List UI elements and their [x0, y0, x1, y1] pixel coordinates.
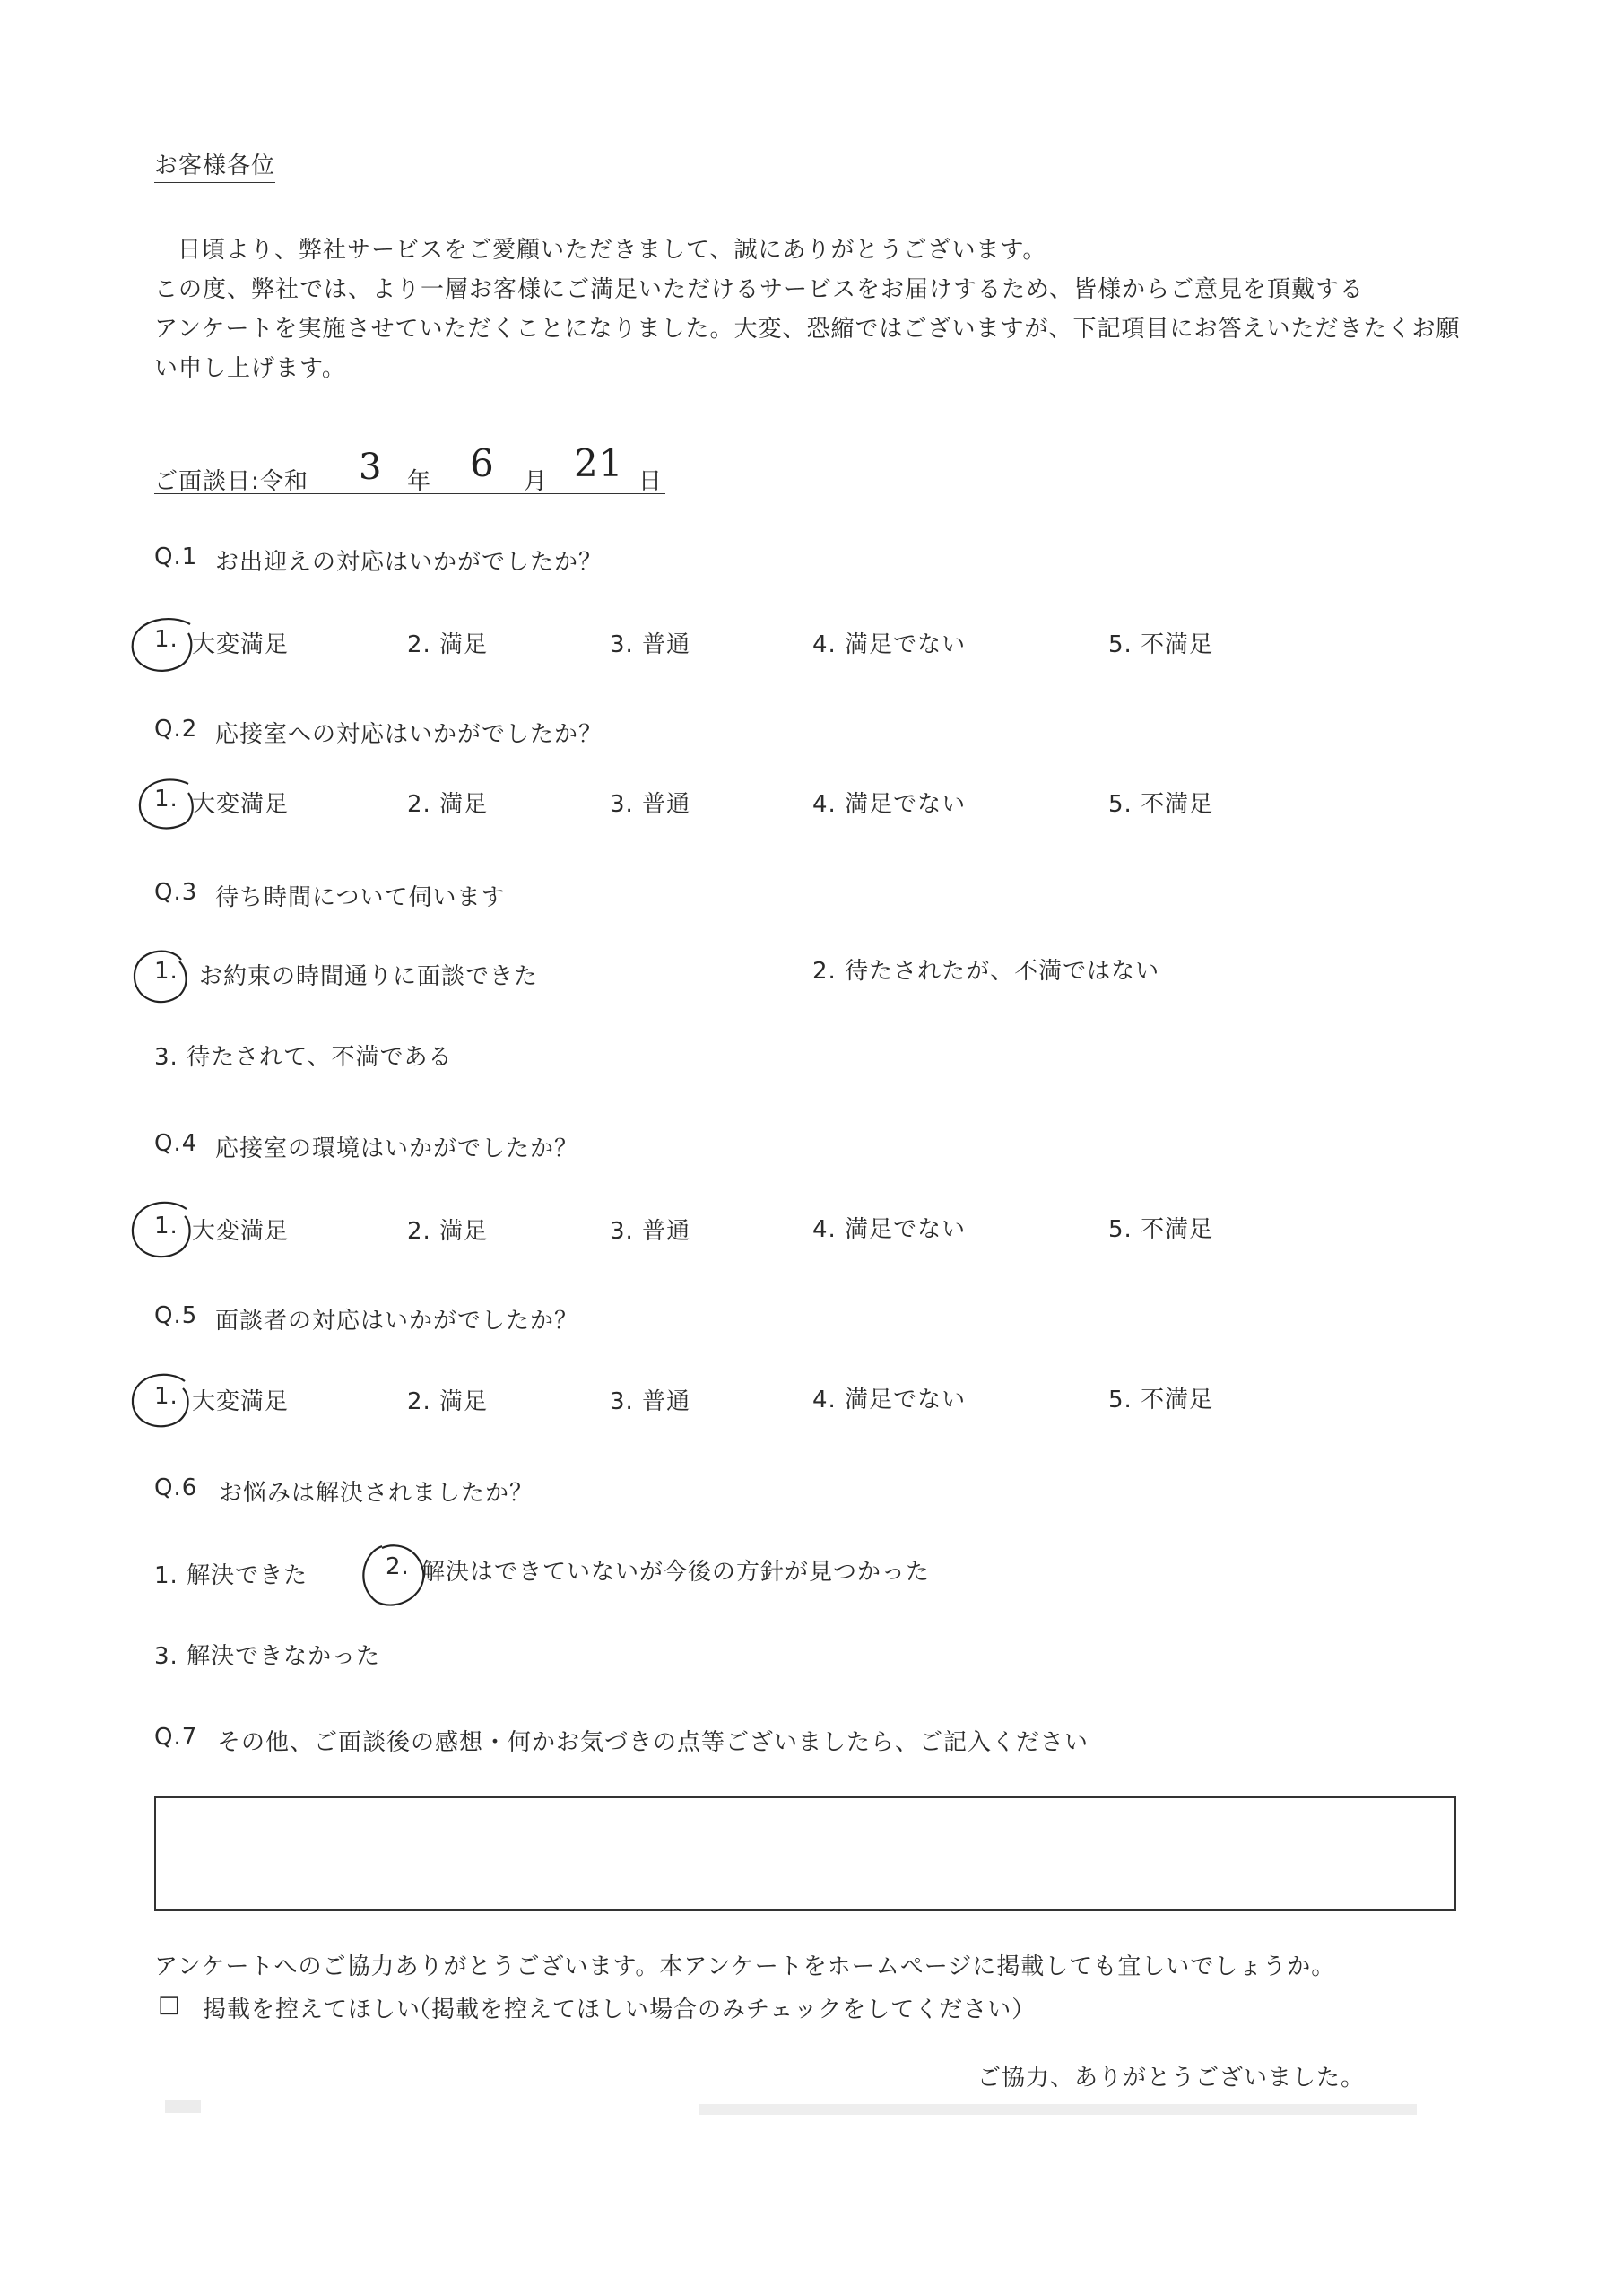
q6-selection-mark — [355, 1539, 436, 1617]
publish-opt-out-label: 掲載を控えてほしい — [203, 1996, 421, 2023]
q2-label: Q.2 — [154, 716, 198, 743]
q1-option-5[interactable]: 5. 不満足 — [1108, 631, 1214, 658]
q5-option-2[interactable]: 2. 満足 — [407, 1388, 489, 1415]
date-day-unit: 日 — [638, 468, 664, 495]
q6-text: お悩みは解決されましたか？ — [219, 1480, 534, 1507]
date-era: 令和 — [260, 468, 309, 495]
q3-option-2[interactable]: 2. 待たされたが、不満ではない — [812, 958, 1160, 985]
q7-comment-box[interactable] — [154, 1796, 1456, 1911]
publish-opt-out-checkbox[interactable]: □ — [158, 1991, 181, 2018]
q4-option-5[interactable]: 5. 不満足 — [1108, 1216, 1214, 1243]
q1-option-3[interactable]: 3. 普通 — [610, 631, 691, 658]
q3-option-1-text[interactable]: お約束の時間通りに面談できた — [199, 963, 539, 990]
q2-option-2[interactable]: 2. 満足 — [407, 791, 489, 818]
q1-option-2[interactable]: 2. 満足 — [407, 631, 489, 658]
q1-text: お出迎えの対応はいかがでしたか？ — [215, 549, 603, 576]
intro-line-3: アンケートを実施させていただくことになりました。大変、恐縮ではございますが、下記項目にお答えいただきたくお願 — [154, 316, 1461, 343]
q6-option-1[interactable]: 1. 解決できた — [154, 1562, 308, 1589]
show-through-line — [699, 2104, 1417, 2115]
q6-option-2-text[interactable]: 解決はできていないが今後の方針が見つかった — [421, 1559, 931, 1586]
date-month-unit: 月 — [524, 468, 549, 495]
q3-text: 待ち時間について伺います — [215, 884, 506, 911]
date-year-handwritten[interactable]: 3 — [359, 447, 383, 488]
show-through-smudge — [165, 2100, 201, 2113]
q7-text: その他、ご面談後の感想・何かお気づきの点等ございましたら、ご記入ください — [217, 1729, 1089, 1756]
q3-label: Q.3 — [154, 879, 198, 906]
date-year-unit: 年 — [407, 468, 432, 495]
date-day-handwritten[interactable]: 21 — [574, 441, 624, 485]
q2-selection-mark — [135, 777, 206, 842]
q5-option-1-num[interactable]: 1. — [154, 1383, 178, 1410]
q3-option-1-num[interactable]: 1. — [154, 958, 178, 985]
q4-option-1-text[interactable]: 大変満足 — [192, 1218, 290, 1245]
q4-selection-mark — [127, 1198, 204, 1271]
q4-option-2[interactable]: 2. 満足 — [407, 1218, 489, 1245]
publish-note: （掲載を控えてほしい場合のみチェックをしてください） — [407, 1996, 1037, 2023]
q7-label: Q.7 — [154, 1724, 198, 1751]
q5-selection-mark — [127, 1370, 204, 1439]
interview-date — [154, 441, 665, 495]
q2-option-1-num[interactable]: 1. — [154, 786, 178, 813]
q2-option-3[interactable]: 3. 普通 — [610, 791, 691, 818]
q1-option-1-text[interactable]: 大変満足 — [192, 631, 290, 658]
q1-label: Q.1 — [154, 544, 198, 570]
q6-option-2-num[interactable]: 2. — [386, 1553, 410, 1580]
q2-text: 応接室への対応はいかがでしたか？ — [215, 721, 603, 748]
q5-option-1-text[interactable]: 大変満足 — [192, 1388, 290, 1415]
q4-option-3[interactable]: 3. 普通 — [610, 1218, 691, 1245]
q2-option-1-text[interactable]: 大変満足 — [192, 791, 290, 818]
q4-option-4[interactable]: 4. 満足でない — [812, 1216, 967, 1243]
q5-text: 面談者の対応はいかがでしたか？ — [215, 1308, 579, 1335]
q4-label: Q.4 — [154, 1130, 198, 1157]
q1-option-4[interactable]: 4. 満足でない — [812, 631, 967, 658]
q4-text: 応接室の環境はいかがでしたか？ — [215, 1135, 579, 1162]
date-month-handwritten[interactable]: 6 — [470, 441, 495, 485]
q3-option-3[interactable]: 3. 待たされて、不満である — [154, 1044, 453, 1071]
intro-line-2: この度、弊社では、より一層お客様にご満足いただけるサービスをお届けするため、皆様からご意見を頂戴する — [154, 276, 1364, 303]
closing-thanks: ご協力、ありがとうございました。 — [977, 2065, 1366, 2092]
q5-option-4[interactable]: 4. 満足でない — [812, 1387, 967, 1413]
q1-selection-mark — [127, 615, 208, 684]
intro-line-1: 日頃より、弊社サービスをご愛顧いただきまして、誠にありがとうございます。 — [178, 237, 1047, 264]
q3-selection-mark — [131, 947, 194, 1016]
intro-line-4: い申し上げます。 — [154, 355, 346, 382]
salutation: お客様各位 — [154, 147, 275, 183]
q6-label: Q.6 — [154, 1474, 198, 1501]
date-label: ご面談日: — [154, 468, 260, 495]
q2-option-4[interactable]: 4. 満足でない — [812, 791, 967, 818]
publish-question: アンケートへのご協力ありがとうございます。本アンケートをホームページに掲載しても宜しいでしょうか。 — [154, 1953, 1336, 1980]
q5-option-3[interactable]: 3. 普通 — [610, 1388, 691, 1415]
q1-option-1-num[interactable]: 1. — [154, 626, 178, 653]
q6-option-3[interactable]: 3. 解決できなかった — [154, 1643, 381, 1670]
q5-option-5[interactable]: 5. 不満足 — [1108, 1387, 1214, 1413]
q5-label: Q.5 — [154, 1302, 198, 1329]
q2-option-5[interactable]: 5. 不満足 — [1108, 791, 1214, 818]
q4-option-1-num[interactable]: 1. — [154, 1213, 178, 1239]
